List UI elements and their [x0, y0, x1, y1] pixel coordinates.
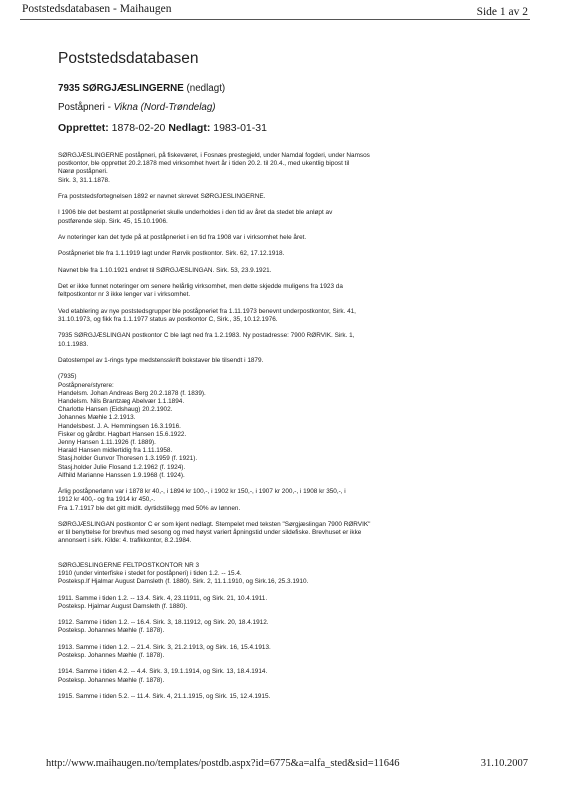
office-status: (nedlagt) — [186, 83, 226, 94]
text-line: Sirk. 3, 31.1.1878. — [58, 176, 110, 184]
text-line: I 1906 ble det bestemt at poståpneriet skulle underholdes i den tid av året da stedet ble anløpt av — [58, 209, 333, 217]
text-line: 1915. Samme i tiden 5.2. -- 11.4. Sirk. 4, 21.1.1915, og Sirk. 15, 12.4.1915. — [58, 692, 271, 700]
history-paragraph — [58, 250, 528, 258]
history-paragraph — [58, 193, 528, 201]
text-line: Det er ikke funnet noteringer om senere helårlig virksomhet, men dette skjedde muligens fra 1923 da — [58, 283, 343, 291]
text-line: Alfhild Marianne Hanssen 1.9.1968 (f. 1924). — [58, 471, 185, 479]
office-type: Poståpneri — [58, 102, 105, 113]
text-line: 1912 kr 400,- og fra 1914 kr 450,-. — [58, 496, 155, 504]
text-line: Posteksp. Hjalmar August Damsleth (f. 1880). — [58, 602, 188, 610]
office-name: 7935 SØRGJÆSLINGERNE — [58, 83, 184, 94]
text-line: er til benyttelse for brevhus med sesong og med høyst variert åpningstid under sildefiske. Brevhuset er ikke — [58, 529, 362, 537]
print-header-title: Poststedsdatabasen - Maihaugen — [22, 3, 172, 15]
history-paragraph — [58, 562, 528, 587]
text-line: Årlig poståpnerlønn var i 1878 kr 40,-, i 1894 kr 100,-, i 1902 kr 150,-, i 1907 kr 200,-, i 1908 kr 350,-, i — [58, 488, 346, 496]
text-line: Posteksp. Johannes Mæhle (f. 1878). — [58, 676, 165, 684]
text-line: 7935 SØRGJÆSLINGAN postkontor C ble lagt ned fra 1.2.1983. Ny postadresse: 7900 RØRVIK. Sirk. 1, — [58, 332, 355, 340]
closed-date: 1983-01-31 — [213, 122, 267, 134]
main-content — [58, 50, 528, 709]
text-line: 10.1.1983. — [58, 340, 89, 348]
print-footer-date: 31.10.2007 — [480, 758, 528, 769]
text-line: Johannes Mæhle 1.2.1913. — [58, 414, 136, 422]
text-line: 1911. Samme i tiden 1.2. -- 13.4. Sirk. 4, 23.11911, og Sirk. 21, 10.4.1911. — [58, 594, 268, 602]
history-paragraph — [58, 373, 528, 480]
text-line: Posteksp. Johannes Mæhle (f. 1878). — [58, 651, 165, 659]
text-line: feltpostkontor nr 3 ikke lenger var i virksomhet. — [58, 291, 191, 299]
text-line: Handelsbest. J. A. Hemmingsen 16.3.1916. — [58, 422, 181, 430]
office-heading — [58, 83, 528, 94]
office-kind — [58, 102, 528, 113]
text-line: Ved etablering av nye poststedsgrupper ble poståpneriet fra 1.11.1973 benevnt underpostkontor, Sirk. 41, — [58, 307, 356, 315]
text-line: annonsert i sirk. Kilde: 4. trafikkontor, 8.2.1984. — [58, 537, 192, 545]
text-line: SØRGJESLINGERNE FELTPOSTKONTOR NR 3 — [58, 561, 200, 569]
office-dates — [58, 122, 528, 134]
history-paragraph — [58, 668, 528, 684]
paragraph-spacer — [58, 554, 528, 562]
text-line: Navnet ble fra 1.10.1921 endret til SØRGJÆSLINGAN. Sirk. 53, 23.9.1921. — [58, 266, 272, 274]
text-line: Jenny Hansen 1.11.1926 (f. 1889). — [58, 438, 156, 446]
text-line: 1910 (under vinterfiske i stedet for poståpneri) i tiden 1.2. -- 15.4. — [58, 569, 242, 577]
history-paragraph — [58, 357, 528, 365]
history-paragraph — [58, 693, 528, 701]
print-header-page: Side 1 av 2 — [476, 6, 528, 18]
site-title: Poststedsdatabasen — [58, 50, 199, 67]
text-line: Poståpneriet ble fra 1.1.1919 lagt under Rørvik postkontor. Sirk. 62, 17.12.1918. — [58, 250, 285, 258]
text-line: Harald Hansen midlertidig fra 1.11.1958. — [58, 447, 173, 455]
text-line: postkontor, ble opprettet 20.2.1878 med virksomhet hvert år i tiden 20.2. til 20.4., med ukentlig bipost til — [58, 160, 350, 168]
history-paragraph — [58, 283, 528, 299]
closed-label: Nedlagt: — [168, 122, 211, 134]
text-line: Av noteringer kan det tyde på at poståpneriet i en tid fra 1908 var i virksomhet hele året. — [58, 233, 307, 241]
text-line: Poståpnere/styrere: — [58, 381, 114, 389]
text-line: Fisker og gårdbr. Hagbart Hansen 15.6.1922. — [58, 430, 187, 438]
text-line: SØRGJÆSLINGAN postkontor C er som kjent nedlagt. Stempelet med teksten "Sørgjæslingan 7900 RØRVIK" — [58, 520, 371, 528]
history-paragraph — [58, 308, 528, 324]
text-line: 31.10.1973, og fikk fra 1.1.1977 status av postkontor C, Sirk., 35, 10.12.1976. — [58, 315, 278, 323]
text-line: Stasj.holder Julie Flosand 1.2.1962 (f. 1924). — [58, 463, 186, 471]
text-line: Fra poststedsfortegnelsen 1892 er navnet skrevet SØRGJESLINGERNE. — [58, 193, 266, 200]
history-paragraph — [58, 267, 528, 275]
history-paragraph — [58, 152, 528, 185]
history-paragraph — [58, 234, 528, 242]
history-paragraph — [58, 521, 528, 546]
history-paragraph — [58, 644, 528, 660]
text-line: Handelsm. Johan Andreas Berg 20.2.1878 (f. 1839). — [58, 389, 206, 397]
header-divider — [20, 19, 530, 20]
history-paragraph — [58, 619, 528, 635]
text-line: Posteksp.If Hjalmar August Damsleth (f. 1880). Sirk. 2, 11.1.1910, og Sirk.16, 25.3.1910. — [58, 578, 309, 586]
history-paragraph — [58, 209, 528, 225]
opened-date: 1878-02-20 — [111, 122, 166, 134]
text-line: Stasj.holder Gunvor Thoresen 1.3.1959 (f. 1921). — [58, 455, 198, 463]
text-line: Fra 1.7.1917 ble det gitt midlt. dyrtidstillegg med 50% av lønnen. — [58, 504, 241, 512]
text-line: Charlotte Hansen (Eidshaug) 20.2.1902. — [58, 406, 173, 414]
text-line: Nærø poståpneri. — [58, 168, 108, 176]
history-paragraph — [58, 332, 528, 348]
text-line: Posteksp. Johannes Mæhle (f. 1878). — [58, 627, 165, 635]
text-line: Handelsm. Nils Brantzæg Abelvær 1.1.1894. — [58, 397, 185, 405]
text-line: SØRGJÆSLINGERNE poståpneri, på fiskeværet, i Fosnæs prestegjeld, under Namdal fogderi, under Namsos — [58, 152, 370, 159]
text-line: 1912. Samme i tiden 1.2. -- 16.4. Sirk. 3, 18.11912, og Sirk. 20, 18.4.1912. — [58, 619, 269, 627]
text-line: (7935) — [58, 373, 77, 381]
office-place: Vikna (Nord-Trøndelag) — [113, 102, 216, 113]
text-line: Datostempel av 1-rings type medstensskrift bokstaver ble tilsendt i 1879. — [58, 356, 264, 364]
office-kind-separator: - — [104, 102, 114, 113]
opened-label: Opprettet: — [58, 122, 109, 134]
history-paragraph — [58, 595, 528, 611]
history-text — [58, 152, 528, 701]
text-line: postførende skip. Sirk. 45, 15.10.1906. — [58, 217, 168, 225]
history-paragraph — [58, 488, 528, 513]
print-footer-url: http://www.maihaugen.no/templates/postdb.aspx?id=6775&a=alfa_sted&sid=11646 — [46, 758, 400, 769]
text-line: 1914. Samme i tiden 4.2. -- 4.4. Sirk. 3, 19.1.1914, og Sirk. 13, 18.4.1914. — [58, 668, 268, 676]
text-line: 1913. Samme i tiden 1.2. -- 21.4. Sirk. 3, 21.2.1913, og Sirk. 16, 15.4.1913. — [58, 643, 271, 651]
